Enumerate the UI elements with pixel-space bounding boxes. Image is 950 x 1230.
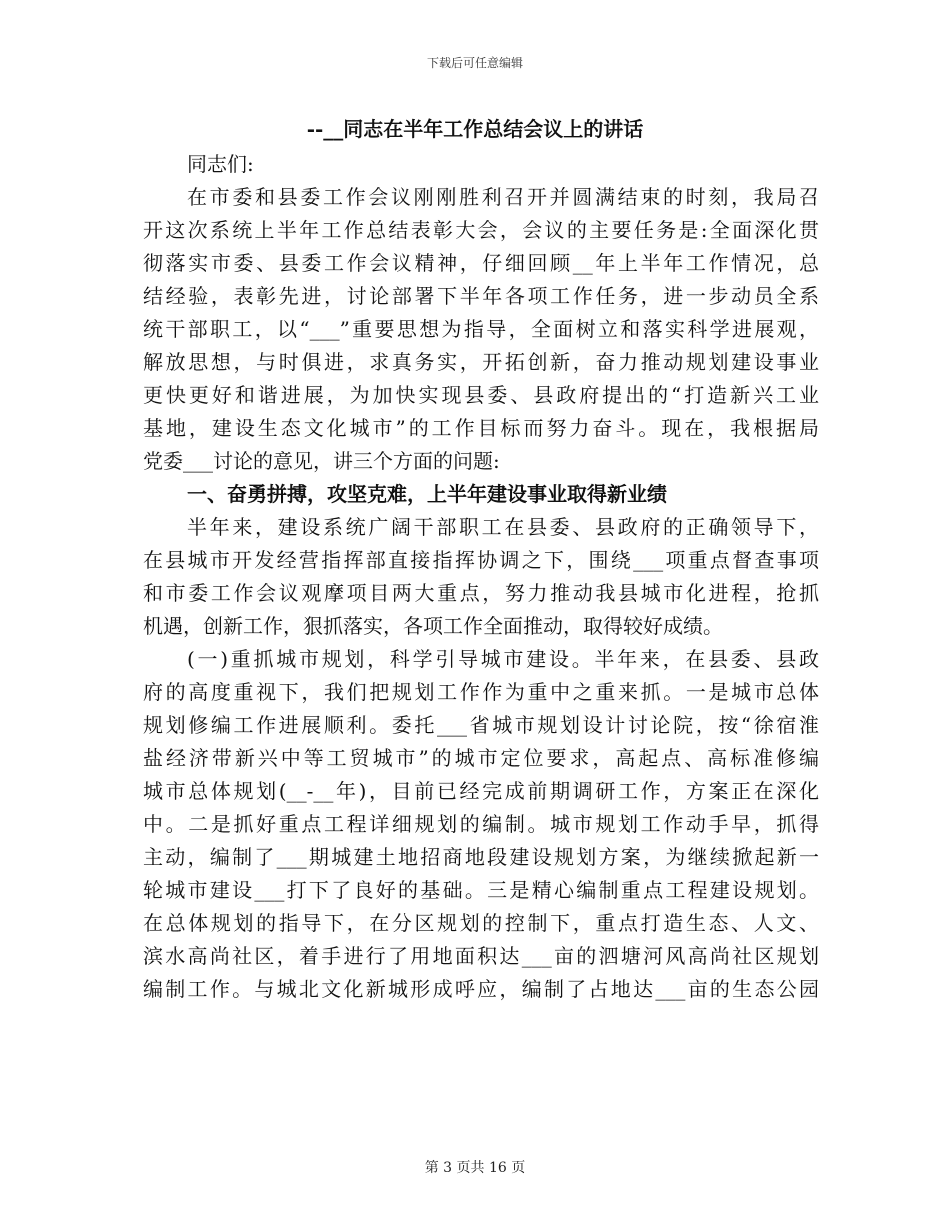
- text-line: 编制工作。与城北文化新城形成呼应，编制了占地达___亩的生态公园: [143, 977, 819, 1001]
- text-line: 在总体规划的指导下，在分区规划的控制下，重点打造生态、人文、: [143, 911, 819, 935]
- text-line: 结经验，表彰先进，讨论部署下半年各项工作任务，进一步动员全系: [143, 284, 819, 308]
- text-line: 在县城市开发经营指挥部直接指挥协调之下，围绕___项重点督查事项: [143, 548, 819, 572]
- text-line: 城市总体规划(__-__年)，目前已经完成前期调研工作，方案正在深化: [143, 779, 819, 803]
- text-line: 规划修编工作进展顺利。委托___省城市规划设计讨论院，按“徐宿淮: [143, 713, 819, 737]
- text-line: 彻落实市委、县委工作会议精神，仔细回顾__年上半年工作情况，总: [143, 251, 819, 275]
- text-line: 盐经济带新兴中等工贸城市”的城市定位要求，高起点、高标准修编: [143, 746, 819, 770]
- text-line: 党委___讨论的意见，讲三个方面的问题:: [143, 449, 500, 473]
- text-line: 中。二是抓好重点工程详细规划的编制。城市规划工作动手早，抓得: [143, 812, 819, 836]
- text-line: 滨水高尚社区，着手进行了用地面积达___亩的泗塘河风高尚社区规划: [143, 944, 819, 968]
- text-line: 在市委和县委工作会议刚刚胜利召开并圆满结束的时刻，我局召: [187, 185, 819, 209]
- text-line: (一)重抓城市规划，科学引导城市建设。半年来，在县委、县政: [187, 647, 819, 671]
- text-line: 主动，编制了___期城建土地招商地段建设规划方案，为继续掀起新一: [143, 845, 819, 869]
- salutation: 同志们:: [187, 152, 254, 176]
- text-line: 轮城市建设___打下了良好的基础。三是精心编制重点工程建设规划。: [143, 878, 819, 902]
- text-line: 统干部职工，以“___”重要思想为指导，全面树立和落实科学进展观，: [143, 317, 819, 341]
- text-line: 和市委工作会议观摩项目两大重点，努力推动我县城市化进程，抢抓: [143, 581, 819, 605]
- text-line: 半年来，建设系统广阔干部职工在县委、县政府的正确领导下，: [187, 515, 819, 539]
- page-header-note: 下载后可任意编辑: [426, 56, 523, 70]
- section-heading: 一、奋勇拼搏，攻坚克难，上半年建设事业取得新业绩: [187, 482, 667, 506]
- text-line: 开这次系统上半年工作总结表彰大会，会议的主要任务是:全面深化贯: [143, 218, 819, 242]
- document-title: --__同志在半年工作总结会议上的讲话: [306, 117, 644, 141]
- text-line: 机遇，创新工作，狠抓落实，各项工作全面推动，取得较好成绩。: [143, 614, 723, 638]
- text-line: 府的高度重视下，我们把规划工作作为重中之重来抓。一是城市总体: [143, 680, 819, 704]
- document-body: [143, 148, 819, 1006]
- text-line: 更快更好和谐进展，为加快实现县委、县政府提出的“打造新兴工业: [143, 383, 819, 407]
- text-line: 基地，建设生态文化城市”的工作目标而努力奋斗。现在，我根据局: [143, 416, 819, 440]
- page-number-footer: 第 3 页共 16 页: [424, 1160, 526, 1176]
- text-line: 解放思想，与时俱进，求真务实，开拓创新，奋力推动规划建设事业: [143, 350, 819, 374]
